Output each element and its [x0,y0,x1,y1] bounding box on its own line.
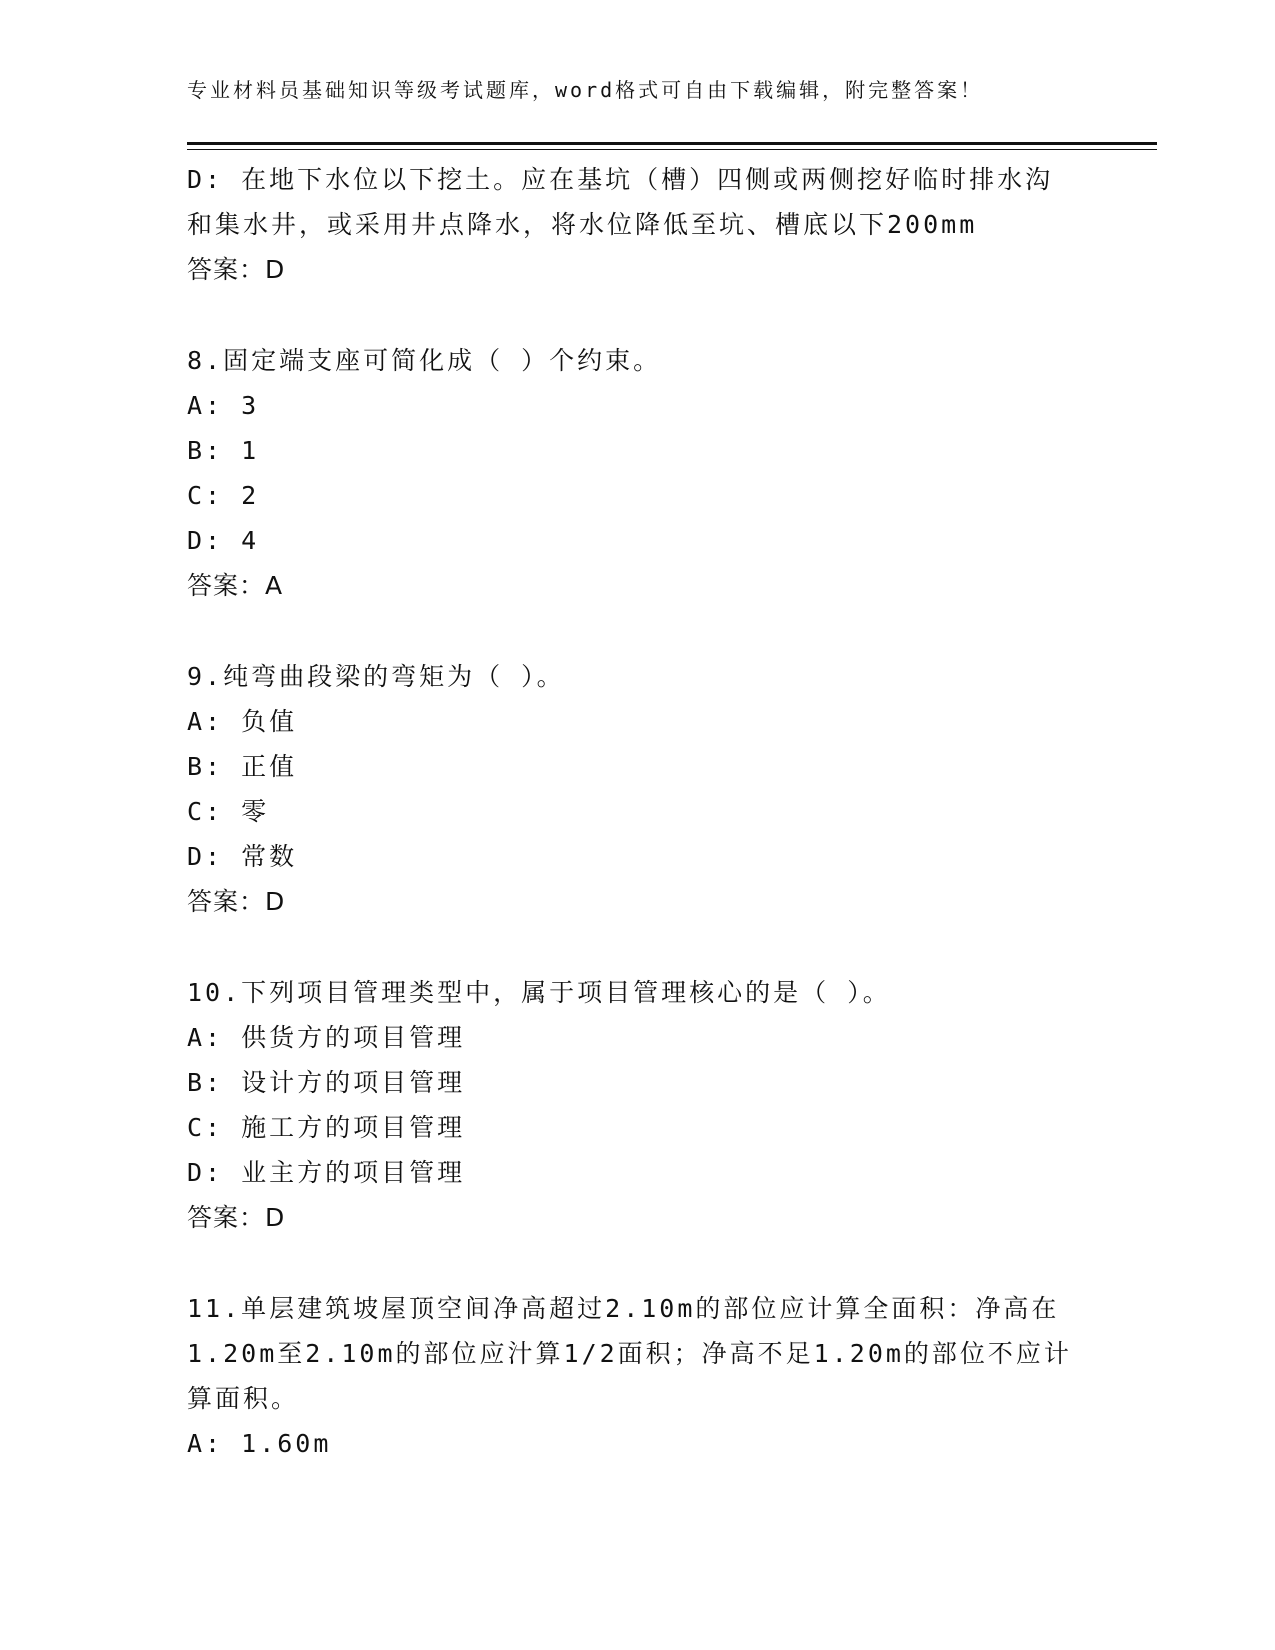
question-8-option-d: D: 4 [187,526,260,555]
question-9-stem: 9.纯弯曲段梁的弯矩为（ ）。 [187,662,565,691]
question-10-answer: 答案：D [187,1203,286,1232]
option-d-continued: 和集水井，或采用井点降水，将水位降低至坑、槽底以下200mm [187,210,978,239]
question-9-option-a: A: 负值 [187,707,298,736]
question-10-option-d: D: 业主方的项目管理 [187,1158,466,1187]
question-8-stem: 8.固定端支座可简化成（ ）个约束。 [187,346,662,375]
header-rule-thin [187,149,1157,150]
question-8-option-a: A: 3 [187,391,260,420]
question-9-answer: 答案：D [187,887,286,916]
header-rule-thick [187,142,1157,145]
question-9-option-d: D: 常数 [187,842,298,871]
question-9-option-c: C: 零 [187,797,270,826]
option-d: D: 在地下水位以下挖土。应在基坑（槽）四侧或两侧挖好临时排水沟 [187,165,1054,194]
question-10-option-c: C: 施工方的项目管理 [187,1113,466,1142]
page-header: 专业材料员基础知识等级考试题库，word格式可自由下载编辑，附完整答案！ [187,78,984,102]
question-8-option-b: B: 1 [187,436,260,465]
question-8-answer: 答案：A [187,571,284,600]
question-11-option-a: A: 1.60m [187,1429,332,1458]
question-10-option-b: B: 设计方的项目管理 [187,1068,466,1097]
question-8-option-c: C: 2 [187,481,260,510]
question-11-stem: 11.单层建筑坡屋顶空间净高超过2.10m的部位应计算全面积：净高在 [187,1294,1060,1323]
question-11-stem-continued: 1.20m至2.10m的部位应汁算1/2面积；净高不足1.20m的部位不应计 [187,1339,1072,1368]
question-content [187,157,1087,1466]
question-11-stem-end: 算面积。 [187,1384,300,1413]
question-9-option-b: B: 正值 [187,752,298,781]
question-10-option-a: A: 供货方的项目管理 [187,1023,466,1052]
question-10-stem: 10.下列项目管理类型中，属于项目管理核心的是（ ）。 [187,978,891,1007]
answer-line: 答案：D [187,255,286,284]
